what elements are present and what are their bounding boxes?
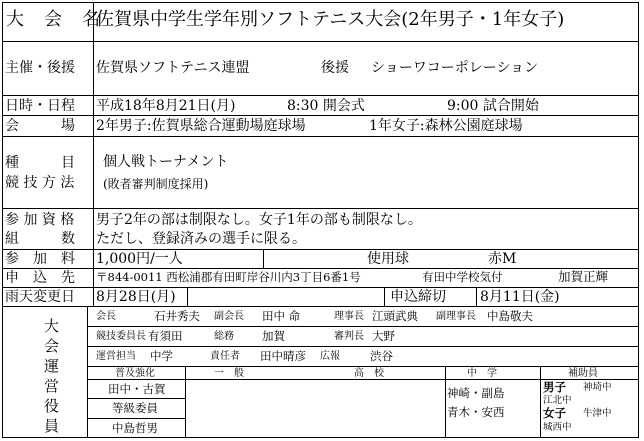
row-sep-7 <box>2 268 639 269</box>
officials-col-3 <box>540 366 541 438</box>
qualification-label: 参 加 資 格 <box>5 212 75 228</box>
apply-label: 申 込 先 <box>5 270 75 286</box>
header-ippan: 一 般 <box>214 368 244 379</box>
role-operations: 運営担当 <box>96 351 136 362</box>
frame-right <box>638 2 639 438</box>
fee-label: 参 加 料 <box>5 251 75 267</box>
qualification-value: 男子2年の部は制限なし。女子1年の部も制限なし。 <box>96 212 422 228</box>
role-president: 会長 <box>96 311 116 322</box>
fukyu-sep-2 <box>88 418 185 419</box>
officials-sep-2 <box>88 346 638 347</box>
officials-sep-3 <box>88 366 638 367</box>
name-operations: 中学 <box>150 349 173 363</box>
sponsor-value: ショーワコーポレーション <box>371 60 539 76</box>
frame-top <box>2 2 639 3</box>
row-sep-8 <box>2 287 639 288</box>
row-sep-3 <box>2 115 639 116</box>
row-sep-9 <box>2 306 639 307</box>
ball-label: 使用球 <box>367 251 409 267</box>
fee-sep <box>263 249 264 269</box>
organizer-value: 佐賀県ソフトテニス連盟 <box>96 60 250 76</box>
role-chair: 理事長 <box>334 311 364 322</box>
header-chugaku: 中 学 <box>467 368 497 379</box>
frame-bottom <box>2 437 639 438</box>
fukyu-names: 田中・古賀 <box>108 382 166 396</box>
name-chair: 江頭武典 <box>372 309 418 323</box>
start-time: 9:00 試合開始 <box>447 98 539 114</box>
apply-address: 〒844-0011 西松浦郡有田町岸谷川内3丁目6番1号 <box>96 270 361 284</box>
opening-time: 8:30 開会式 <box>287 98 365 114</box>
name-manager: 田中晴彦 <box>260 349 306 363</box>
hojo-boys-label: 男子 <box>543 380 566 394</box>
chugaku-names-1: 神崎・副島 <box>447 386 505 400</box>
venue-girls: 1年女子:森林公園庭球場 <box>369 118 523 134</box>
role-competition: 競技委員長 <box>96 331 146 342</box>
hojo-boys-2: 江北中 <box>543 395 572 406</box>
venue-boys: 2年男子:佐賀県総合運動場庭球場 <box>96 118 306 134</box>
label-col-sep <box>93 2 94 306</box>
hojo-girls-label: 女子 <box>543 406 566 420</box>
row-sep-2 <box>2 95 639 96</box>
event-value: 個人戦トーナメント <box>103 154 229 170</box>
row-sep-6 <box>2 249 639 250</box>
rain-sep-3 <box>476 287 477 307</box>
row-sep-5 <box>2 208 639 209</box>
header-hojoin: 補助員 <box>568 368 598 379</box>
name-competition: 有須田 <box>148 329 183 343</box>
date-value: 平成18年8月21日(月) <box>96 98 236 114</box>
header-koko: 高 校 <box>354 368 384 379</box>
name-vice-chair: 中島敬夫 <box>487 309 533 323</box>
date-label: 日時・日程 <box>5 98 75 114</box>
format-value: (敗者審判制度採用) <box>103 177 209 191</box>
header-fukyu: 普及強化 <box>115 368 155 379</box>
row-sep-4 <box>2 136 639 137</box>
title-label: 大 会 名 <box>6 9 101 30</box>
tokyu-name: 中島哲男 <box>112 421 158 435</box>
rain-sep-2 <box>384 287 385 307</box>
role-vice-chair: 副理事長 <box>436 311 476 322</box>
deadline-label: 申込締切 <box>390 289 446 305</box>
fee-value: 1,000円/一人 <box>96 251 183 267</box>
role-general-affairs: 総務 <box>214 331 234 342</box>
role-chief-referee: 審判長 <box>334 331 364 342</box>
organizer-label: 主催・後援 <box>5 60 75 76</box>
apply-person: 加賀正輝 <box>558 269 609 284</box>
row-sep-1 <box>2 41 639 42</box>
sponsor-label: 後援 <box>321 60 349 76</box>
tokyu-label: 等級委員 <box>112 401 158 415</box>
event-title: 佐賀県中学生学年別ソフトテニス大会(2年男子・1年女子) <box>96 9 565 30</box>
frame-left <box>2 2 3 438</box>
role-manager: 責任者 <box>210 351 240 362</box>
hojo-girls-1: 牛津中 <box>583 408 612 419</box>
event-label: 種 目 <box>5 155 75 171</box>
hojo-boys-1: 神埼中 <box>583 382 612 393</box>
deadline-value: 8月11日(金) <box>480 289 560 305</box>
role-pr: 広報 <box>320 351 340 362</box>
venue-label: 会 場 <box>5 118 75 134</box>
officials-sep-1 <box>88 326 638 327</box>
chugaku-names-2: 青木・安西 <box>447 405 505 419</box>
apply-school: 有田中学校気付 <box>422 270 503 284</box>
rain-label: 雨天変更日 <box>5 289 75 305</box>
ball-value: 赤M <box>488 251 517 267</box>
rain-sep-1 <box>187 287 188 307</box>
teams-value: ただし、登録済みの選手に限る。 <box>96 231 306 247</box>
teams-label: 組 数 <box>5 231 75 247</box>
fukyu-sep-1 <box>88 398 185 399</box>
rain-date: 8月28日(月) <box>96 289 176 305</box>
role-vice-president: 副会長 <box>214 311 244 322</box>
name-pr: 渋谷 <box>370 349 393 363</box>
name-chief-referee: 大野 <box>372 329 395 343</box>
name-general-affairs: 加賀 <box>262 329 285 343</box>
officials-col-2 <box>445 366 446 438</box>
format-label: 競 技 方 法 <box>5 175 75 191</box>
name-president: 石井秀夫 <box>154 309 200 323</box>
hojo-girls-2: 城西中 <box>543 422 572 433</box>
name-vice-president: 田中 命 <box>262 309 301 323</box>
officials-col-1 <box>185 366 186 438</box>
officials-label: 大会運営役員 <box>42 318 60 438</box>
